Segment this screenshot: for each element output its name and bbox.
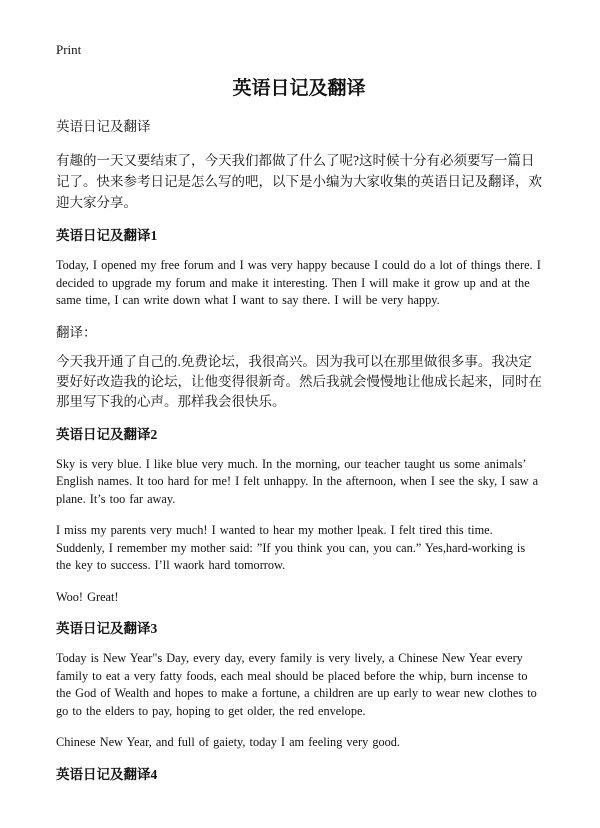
section-heading-4: 英语日记及翻译4 [56,766,158,782]
english-paragraph: Woo! Great! [56,589,119,604]
intro-paragraph: 有趣的一天又要结束了，今天我们都做了什么了呢?这时候十分有必须要写一篇日记了。快来参考日记是怎么写的吧，以下是小编为大家收集的英语日记及翻译，欢迎大家分享。 [56,153,542,210]
page-title: 英语日记及翻译 [232,78,366,99]
english-paragraph: Today is New Year"s Day, every day, every family is very lively, a Chinese New Year every family to eat a very fatty foods, each meal should be placed before the whip, burn incense to the God of Wealth and hopes to make a fortune, a children are up early to wear new clothes to go to the elders to pay, hoping to get older, the red envelope. [56,651,537,718]
translation-label: 翻译： [56,324,97,340]
english-paragraph: Today, I opened my free forum and I was very happy because I could do a lot of things there. I decided to upgrade my forum and make it interesting. Then I will make it grow up and at the same time, I can write down what I want to say there. I will be very happy. [56,258,541,307]
section-heading-1: 英语日记及翻译1 [56,228,158,243]
english-paragraph: I miss my parents very much! I wanted to hear my mother lpeak. I felt tired this time. Suddenly, I remember my mother said: ”If you think you can, you can.” Yes,hard-working is the key to success. I’ll waork hard tomorrow. [56,523,526,572]
print-link[interactable]: Print [56,42,82,57]
section-heading-3: 英语日记及翻译3 [56,621,158,636]
english-paragraph: Chinese New Year, and full of gaiety, today I am feeling very good. [56,735,401,749]
document-subtitle: 英语日记及翻译 [56,119,151,134]
translation-paragraph: 今天我开通了自己的.免费论坛，我很高兴。因为我可以在那里做很多事。我决定要好好改造我的论坛，让他变得很新奇。然后我就会慢慢地让他成长起来，同时在那里写下我的心声。那样我会很快乐。 [56,353,542,409]
english-paragraph: Sky is very blue. I like blue very much. In the morning, our teacher taught us some animals’ English names. It too hard for me! I felt unhappy. In the afternoon, when I see the sky, I saw a plane. It’s too far away. [56,456,539,506]
section-heading-2: 英语日记及翻译2 [56,426,158,442]
